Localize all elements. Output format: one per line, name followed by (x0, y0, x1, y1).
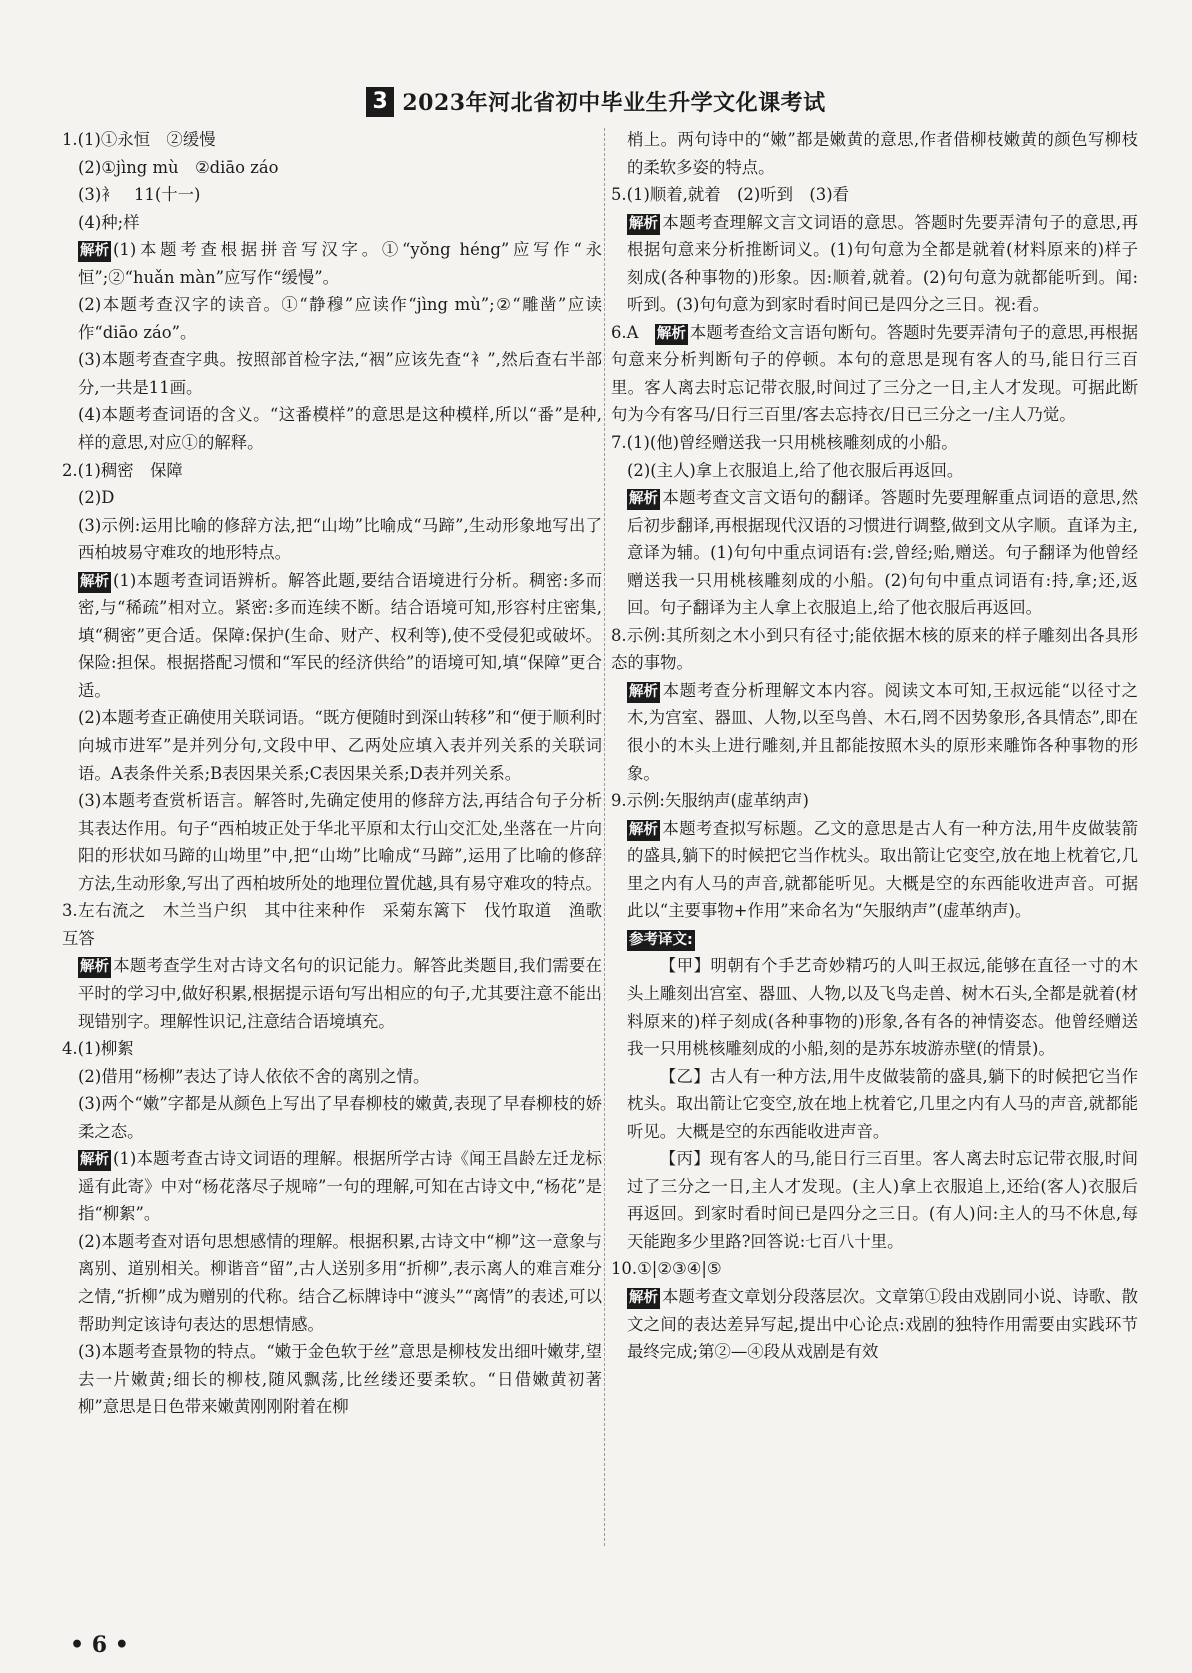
analysis-label: 解析 (627, 489, 660, 510)
analysis-label: 解析 (627, 214, 660, 235)
translation-yi: 【乙】古人有一种方法,用牛皮做装箭的盛具,躺下的时候把它当作枕头。取出箭让它变空,放在地上枕着它,几里之内有人马的声音,就都能听见。大概是空的东西能收进声音。 (627, 1066, 1138, 1141)
analysis-label: 解析 (78, 1150, 111, 1171)
section-number-badge: 3 (366, 87, 394, 117)
q2-answer-3: (3)示例:运用比喻的修辞方法,把“山坳”比喻成“马蹄”,生动形象地写出了西柏坡易守难攻的地形特点。 (78, 515, 602, 563)
analysis-label: 解析 (78, 957, 111, 978)
translation-bing: 【丙】现有客人的马,能日行三百里。客人离去时忘记带衣服,时间过了三分之一日,主人才发现。(主人)拿上衣服追上,还给(客人)衣服后再返回。到家时看时间已是四分之三日。(有人)问:主人的马不休息,每天能跑多少里路?回答说:七百八十里。 (627, 1149, 1138, 1251)
q1-answer-3: (3)衤 11(十一) (78, 185, 201, 205)
q4-analysis-3: (3)本题考查景物的特点。“嫩于金色软于丝”意思是柳枝发出细叶嫩芽,望去一片嫩黄;细长的柳枝,随风飘荡,比丝缕还要柔软。“日借嫩黄初著柳”意思是日色带来嫩黄刚刚附着在柳 (78, 1342, 602, 1417)
q1-answer-4: (4)种;样 (78, 212, 140, 232)
q10-analysis: 解析 本题考查文章划分段落层次。文章第①段由戏剧同小说、诗歌、散文之间的表达差异写起,提出中心论点:戏剧的独特作用需要由实践环节最终完成;第②—④段从戏剧是有效 (627, 1286, 1138, 1362)
q1-answer-2: (2)①jìng mù ②diāo záo (78, 157, 279, 177)
page-header (0, 86, 1192, 117)
q1-answer-1: 1.(1)①永恒 ②缓慢 (62, 130, 216, 149)
q5-analysis: 解析 本题考查理解文言文词语的意思。答题时先要弄清句子的意思,再根据句意来分析推断词义。(1)句句意为全都是就着(材料原来的)样子刻成(各种事物的)形象。因:顺着,就着。(2)句句意为就都能听到。闻:听到。(3)句句意为到家时看时间已是四分之三日。视:看。 (627, 212, 1138, 315)
q1-analysis-2: (2)本题考查汉字的读音。①“静穆”应读作“jìng mù”;②“雕凿”应读作“diāo záo”。 (78, 295, 602, 342)
translation-jia: 【甲】明朝有个手艺奇妙精巧的人叫王叔远,能够在直径一寸的木头上雕刻出宫室、器皿、人物,以及飞鸟走兽、树木石头,全都是就着(材料原来的)样子刻成(各种事物的)形象,各有各的神情姿态。他曾经赠送我一只用桃核雕刻成的小船,刻的是苏东坡游赤壁(的情景)。 (627, 956, 1138, 1059)
q9-analysis: 解析 本题考查拟写标题。乙文的意思是古人有一种方法,用牛皮做装箭的盛具,躺下的时候把它当作枕头。取出箭让它变空,放在地上枕着它,几里之内有人马的声音,就都能听见。大概是空的东西能收进声音。可据此以“主要事物+作用”来命名为“矢服纳声”(虚革纳声)。 (627, 818, 1138, 921)
q4-analysis-2: (2)本题考查对语句思想感情的理解。根据积累,古诗文中“柳”这一意象与离别、道别相关。柳谐音“留”,古人送别多用“折柳”,表示离人的难言难分之情,“折柳”成为赠别的代称。结合乙标牌诗中“渡头”“离情”的表述,可以帮助判定该诗句表达的思想情感。 (78, 1231, 602, 1334)
q4-analysis-1: 解析 (1)本题考查古诗文词语的理解。根据所学古诗《闻王昌龄左迁龙标遥有此寄》中对“杨花落尽子规啼”一句的理解,可知在古诗文中,“杨花”是指“柳絮”。 (78, 1149, 602, 1224)
q8-answer: 8.示例:其所刻之木小到只有径寸;能依据木核的原来的样子雕刻出各具形态的事物。 (611, 625, 1138, 673)
q4-answer-3: (3)两个“嫩”字都是从颜色上写出了早春柳枝的嫩黄,表现了早春柳枝的娇柔之态。 (78, 1094, 602, 1141)
q3-answer: 3.左右流之 木兰当户织 其中往来种作 采菊东篱下 伐竹取道 渔歌互答 (62, 901, 602, 948)
q7-answer-1: 7.(1)(他)曾经赠送我一只用桃核雕刻成的小船。 (611, 433, 958, 453)
q3-analysis: 解析 本题考查学生对古诗文名句的识记能力。解答此类题目,我们需要在平时的学习中,做好积累,根据提示语句写出相应的句子,尤其要注意不能出现错别字。理解性识记,注意结合语境填充。 (78, 956, 602, 1031)
q7-analysis: 解析 本题考查文言文语句的翻译。答题时先要理解重点词语的意思,然后初步翻译,再根据现代汉语的习惯进行调整,做到文从字顺。直译为主,意译为辅。(1)句句中重点词语有:尝,曾经;贻,赠送。句子翻译为他曾经赠送我一只用桃核雕刻成的小船。(2)句句中重点词语有:持,拿;还,返回。句子翻译为主人拿上衣服追上,给了他衣服后再返回。 (627, 488, 1138, 618)
page-number: • 6 • (70, 1632, 129, 1658)
q4-analysis-3-continued: 梢上。两句诗中的“嫩”都是嫩黄的意思,作者借柳枝嫩黄的颜色写柳枝的柔软多姿的特点。 (627, 130, 1138, 177)
exam-title: 2023年河北省初中毕业生升学文化课考试 (402, 90, 826, 116)
analysis-label: 解析 (627, 1288, 660, 1309)
q2-answer-2: (2)D (78, 488, 115, 508)
reference-translation-label: 参考译文: (611, 925, 1138, 953)
q1-analysis-4: (4)本题考查词语的含义。“这番模样”的意思是这种模样,所以“番”是种,样的意思,对应①的解释。 (78, 405, 602, 453)
q2-answer-1: 2.(1)稠密 保障 (62, 460, 183, 480)
q10-answer: 10.①|②③④|⑤ (611, 1259, 722, 1279)
q6-answer-analysis: 6.A 解析 本题考查给文言语句断句。答题时先要弄清句子的意思,再根据句意来分析判断句子的停顿。本句的意思是现有客人的马,能日行三百里。客人离去时忘记带衣服,时间过了三分之一日,主人才发现。可据此断句为今有客马/日行三百里/客去忘持衣/日已三分之一/主人乃觉。 (611, 322, 1138, 425)
q2-analysis-1: 解析 (1)本题考查词语辨析。解答此题,要结合语境进行分析。稠密:多而密,与“稀疏”相对立。紧密:多而连续不断。结合语境可知,形容村庄密集,填“稠密”更合适。保障:保护(生命、财产、权利等),使不受侵犯或破坏。保险:担保。根据搭配习惯和“军民的经济供给”的语境可知,填“保障”更合适。 (78, 570, 602, 700)
q2-analysis-3: (3)本题考查赏析语言。解答时,先确定使用的修辞方法,再结合句子分析其表达作用。句子“西柏坡正处于华北平原和太行山交汇处,坐落在一片向阳的形状如马蹄的山坳里”中,把“山坳”比喻成“马蹄”,运用了比喻的修辞方法,生动形象,写出了西柏坡所处的地理位置优越,具有易守难攻的特点。 (78, 791, 602, 893)
q1-analysis-1: 解析 (1)本题考查根据拼音写汉字。①“yǒng héng”应写作“永恒”;②“huǎn màn”应写作“缓慢”。 (78, 240, 602, 287)
q4-answer-1: 4.(1)柳絮 (62, 1039, 134, 1059)
analysis-label: 解析 (78, 241, 111, 262)
column-divider (604, 128, 605, 1546)
q1-analysis-3: (3)本题考查查字典。按照部首检字法,“裀”应该先查“衤”,然后查右半部分,一共是11画。 (78, 350, 602, 397)
analysis-label: 解析 (627, 820, 660, 841)
analysis-label: 解析 (627, 682, 660, 703)
q5-answer: 5.(1)顺着,就着 (2)听到 (3)看 (611, 185, 850, 205)
q8-analysis: 解析 本题考查分析理解文本内容。阅读文本可知,王叔远能“以径寸之木,为宫室、器皿、人物,以至鸟兽、木石,罔不因势象形,各具情态”,即在很小的木头上进行雕刻,并且都能按照木头的原形来雕饰各种事物的形象。 (627, 680, 1138, 783)
analysis-label: 解析 (655, 324, 688, 345)
q2-analysis-2: (2)本题考查正确使用关联词语。“既方便随时到深山转移”和“便于顺利时向城市进军”是并列分句,文段中甲、乙两处应填入表并列关系的关联词语。A表条件关系;B表因果关系;C表因果关系;D表并列关系。 (78, 708, 602, 783)
right-column (611, 126, 1138, 1366)
q7-answer-2: (2)(主人)拿上衣服追上,给了他衣服后再返回。 (627, 460, 964, 480)
q4-answer-2: (2)借用“杨柳”表达了诗人依依不舍的离别之情。 (78, 1066, 430, 1086)
left-column (62, 126, 602, 1421)
q9-answer: 9.示例:矢服纳声(虚革纳声) (611, 791, 809, 811)
analysis-label: 解析 (78, 572, 111, 593)
